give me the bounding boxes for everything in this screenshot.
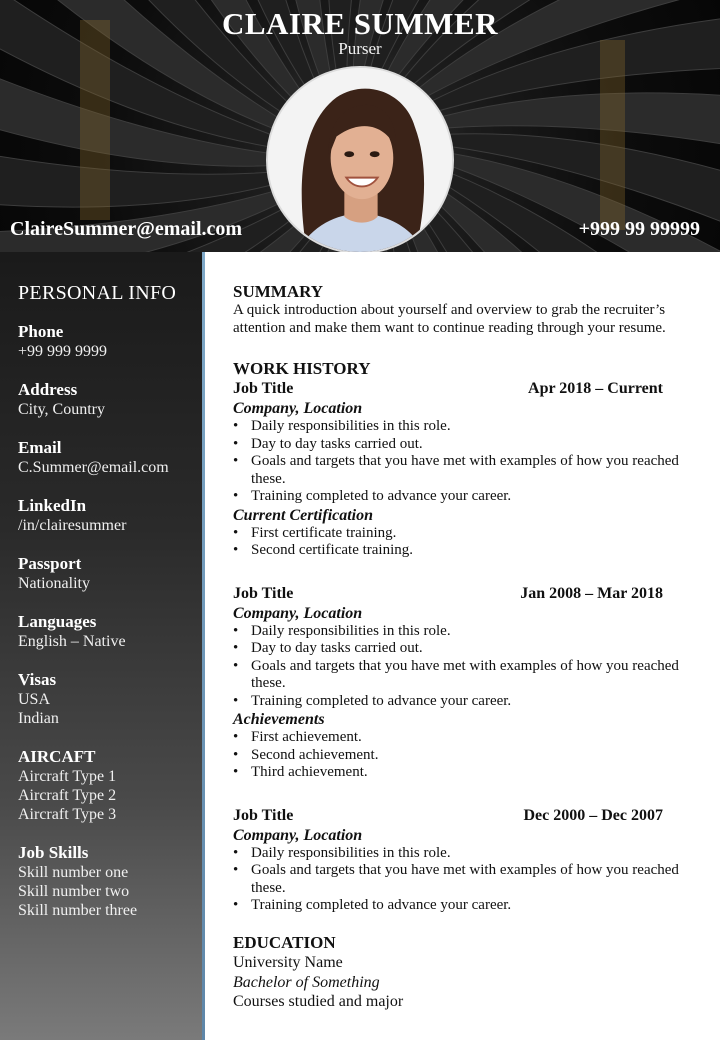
sidebar-label: LinkedIn: [18, 496, 87, 515]
sidebar-blocks: [18, 322, 202, 920]
education-degree: Bachelor of Something: [233, 973, 380, 991]
job-bullets: [233, 418, 703, 506]
sidebar-label: Languages: [18, 612, 97, 631]
sidebar-value: Skill number one: [18, 864, 129, 881]
sidebar-block: [18, 612, 202, 651]
list-item: • Training completed to advance your career.: [233, 693, 703, 711]
sidebar-title: PERSONAL INFO: [18, 282, 177, 304]
job-header: [233, 806, 663, 826]
job-dates: Jan 2008 – Mar 2018: [520, 584, 663, 602]
job-extra-bullets: [233, 525, 703, 560]
job-extra-title: Achievements: [233, 711, 325, 728]
header-banner: [0, 0, 720, 252]
list-item: • Second certificate training.: [233, 542, 703, 560]
education-courses: Courses studied and major: [233, 992, 404, 1010]
sidebar: [0, 252, 202, 1040]
sidebar-block: [18, 322, 202, 361]
list-item: • Goals and targets that you have met with examples of how you reached these.: [233, 658, 703, 693]
job-company: Company, Location: [233, 400, 363, 417]
list-item: • Daily responsibilities in this role.: [233, 623, 703, 641]
job-dates: Dec 2000 – Dec 2007: [523, 806, 663, 824]
profile-photo: [266, 66, 454, 252]
job-bullets: [233, 623, 703, 711]
list-item: • Goals and targets that you have met with examples of how you reached these.: [233, 453, 703, 488]
job-header: [233, 379, 663, 399]
job-entry: [233, 584, 703, 782]
job-bullets: [233, 845, 703, 915]
sidebar-block: [18, 438, 202, 477]
list-item: • First achievement.: [233, 729, 703, 747]
sidebar-label: Visas: [18, 670, 57, 689]
sidebar-value: Aircraft Type 3: [18, 806, 117, 823]
sidebar-value: +99 999 9999: [18, 343, 108, 360]
job-title: Job Title: [233, 806, 294, 824]
list-item: • First certificate training.: [233, 525, 703, 543]
job-extra-bullets: [233, 729, 703, 782]
sidebar-label: Email: [18, 438, 62, 457]
education-title: EDUCATION: [233, 932, 336, 952]
sidebar-label: Passport: [18, 554, 82, 573]
header-email[interactable]: ClaireSummer@email.com: [10, 218, 243, 240]
candidate-name: CLAIRE SUMMER: [221, 6, 499, 41]
sidebar-label: Job Skills: [18, 843, 89, 862]
header-phone[interactable]: +999 99 99999: [578, 218, 700, 240]
sidebar-value: C.Summer@email.com: [18, 459, 169, 476]
job-dates: Apr 2018 – Current: [528, 380, 663, 397]
job-header: [233, 584, 663, 604]
sidebar-label: AIRCAFT: [18, 747, 96, 766]
sidebar-value: City, Country: [18, 401, 105, 418]
education-school: University Name: [233, 953, 343, 971]
list-item: • Day to day tasks carried out.: [233, 436, 703, 454]
list-item: • Training completed to advance your career.: [233, 897, 703, 915]
list-item: • Training completed to advance your career.: [233, 488, 703, 506]
sidebar-value: USA: [18, 691, 51, 708]
sidebar-value: Nationality: [18, 575, 90, 592]
job-extra-title: Current Certification: [233, 506, 374, 524]
list-item: • Second achievement.: [233, 747, 703, 765]
job-company: Company, Location: [233, 604, 363, 622]
job-entry: [233, 806, 703, 915]
education-section: [233, 933, 703, 1012]
sidebar-value: English – Native: [18, 633, 126, 650]
sidebar-block: [18, 747, 202, 824]
sidebar-block: [18, 670, 202, 728]
turbine-accent: [600, 40, 625, 230]
candidate-role: Purser: [338, 39, 382, 58]
job-title: Job Title: [233, 380, 294, 397]
job-entry: [233, 379, 703, 560]
sidebar-value: Aircraft Type 1: [18, 768, 117, 785]
sidebar-value: Indian: [18, 710, 59, 727]
summary-section: [233, 282, 703, 337]
job-list: [233, 379, 703, 915]
sidebar-block: [18, 554, 202, 593]
avatar-illustration: [268, 68, 452, 252]
sidebar-value: Aircraft Type 2: [18, 787, 117, 804]
sidebar-label: Address: [18, 380, 78, 399]
work-history-title: WORK HISTORY: [233, 359, 371, 378]
sidebar-block: [18, 843, 202, 920]
work-history-section: [233, 359, 703, 915]
summary-title: SUMMARY: [233, 282, 324, 301]
list-item: • Third achievement.: [233, 764, 703, 782]
summary-text: A quick introduction about yourself and overview to grab the recruiter’s attention and make them want to continue reading through your resume.: [233, 302, 666, 336]
sidebar-label: Phone: [18, 322, 64, 341]
main-content: [233, 282, 703, 1012]
sidebar-block: [18, 496, 202, 535]
sidebar-value: Skill number three: [18, 902, 138, 919]
job-title: Job Title: [233, 584, 294, 602]
job-company: Company, Location: [233, 826, 363, 844]
sidebar-divider: [202, 252, 205, 1040]
list-item: • Goals and targets that you have met with examples of how you reached these.: [233, 862, 703, 897]
list-item: • Daily responsibilities in this role.: [233, 845, 703, 863]
sidebar-value: /in/clairesummer: [18, 517, 127, 534]
list-item: • Daily responsibilities in this role.: [233, 418, 703, 436]
list-item: • Day to day tasks carried out.: [233, 640, 703, 658]
sidebar-block: [18, 380, 202, 419]
sidebar-value: Skill number two: [18, 883, 130, 900]
